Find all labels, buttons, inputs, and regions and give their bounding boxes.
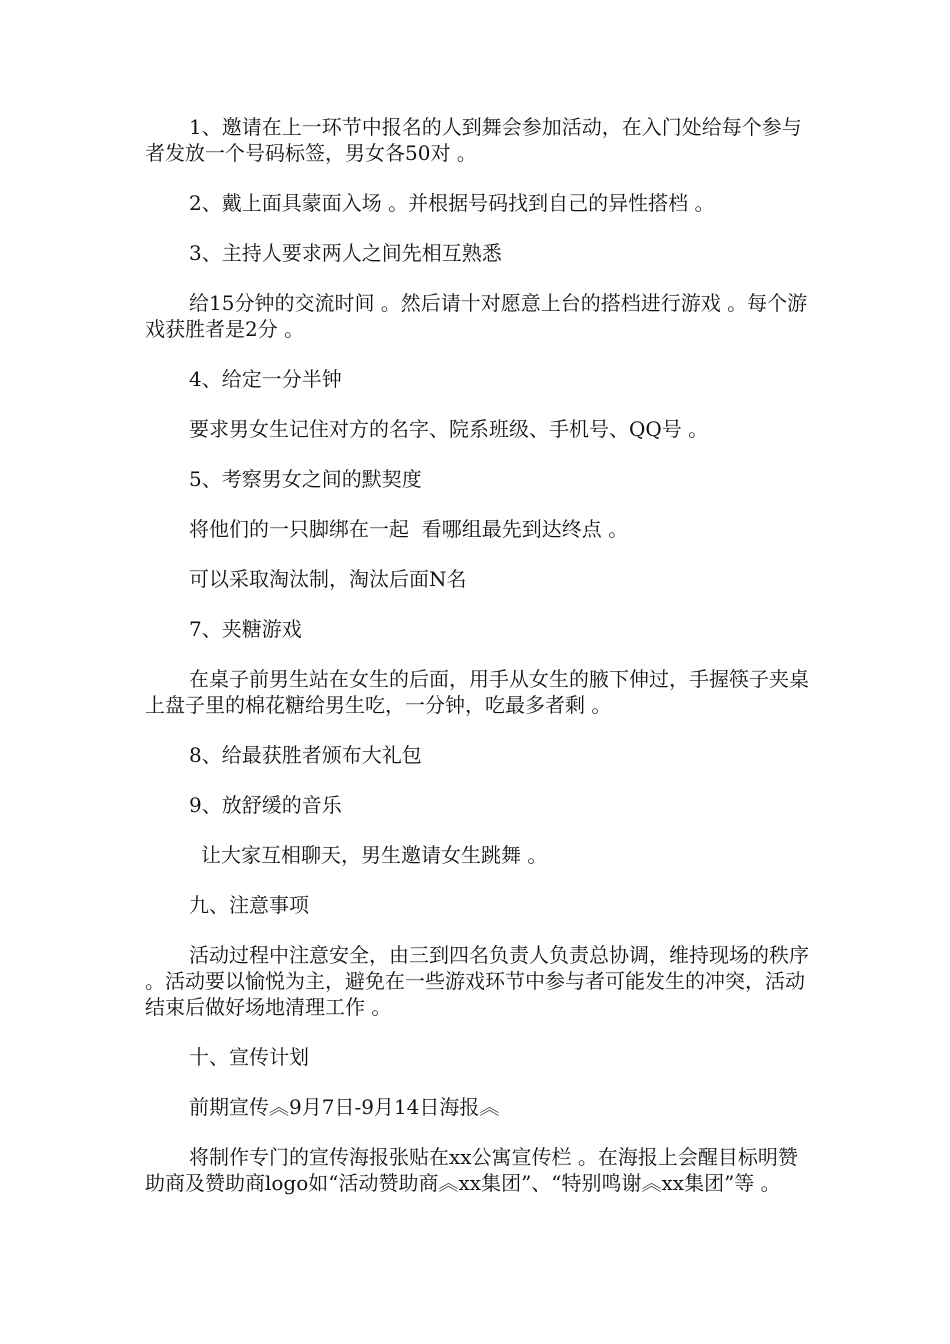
paragraph-mask-entry: 2、戴上面具蒙面入场 。并根据号码找到自己的异性搭档 。 [189, 191, 715, 215]
paragraph-gift-pack: 8、给最获胜者颁布大礼包 [189, 743, 422, 767]
paragraph-candy-rules: 在桌子前男生站在女生的后面，用手从女生的腋下伸过，手握筷子夹桌上盘子里的棉花糖给男生吃，一分钟，吃最多者剩 。 [145, 667, 809, 717]
document-body [145, 114, 816, 1220]
paragraph-three-leg: 将他们的一只脚绑在一起 看哪组最先到达终点 。 [189, 517, 629, 541]
paragraph-elimination: 可以采取淘汰制，淘汰后面N名 [189, 567, 467, 591]
paragraph-poster: 将制作专门的宣传海报张贴在xx公寓宣传栏 。在海报上会醒目标明赞助商及赞助商logo如“活动赞助商︽xx集团”、“特别鸣谢︽xx集团”等 。 [145, 1145, 798, 1195]
paragraph-host-familiar: 3、主持人要求两人之间先相互熟悉 [189, 241, 502, 265]
paragraph-exchange-time: 给15分钟的交流时间 。然后请十对愿意上台的搭档进行游戏 。每个游戏获胜者是2分 。 [145, 291, 808, 341]
paragraph-safety: 活动过程中注意安全，由三到四名负责人负责总协调，维持现场的秩序 。活动要以愉悦为主，避免在一些游戏环节中参与者可能发生的冲突，活动结束后做好场地清理工作 。 [145, 943, 816, 1019]
paragraph-early-publicity: 前期宣传︽9月7日-9月14日海报︽ [189, 1095, 500, 1119]
section-heading-notes: 九、注意事项 [189, 893, 309, 917]
paragraph-soft-music: 9、放舒缓的音乐 [189, 793, 342, 817]
paragraph-minute-half: 4、给定一分半钟 [189, 367, 342, 391]
paragraph-invite: 1、邀请在上一环节中报名的人到舞会参加活动，在入门处给每个参与者发放一个号码标签，男女各50对 。 [145, 115, 802, 165]
paragraph-remember-info: 要求男女生记住对方的名字、院系班级、手机号、QQ号 。 [189, 417, 709, 441]
paragraph-chat-dance: 让大家互相聊天，男生邀请女生跳舞 。 [201, 843, 548, 867]
paragraph-candy-game: 7、夹糖游戏 [189, 617, 302, 641]
section-heading-publicity: 十、宣传计划 [189, 1045, 309, 1069]
paragraph-rapport: 5、考察男女之间的默契度 [189, 467, 422, 491]
